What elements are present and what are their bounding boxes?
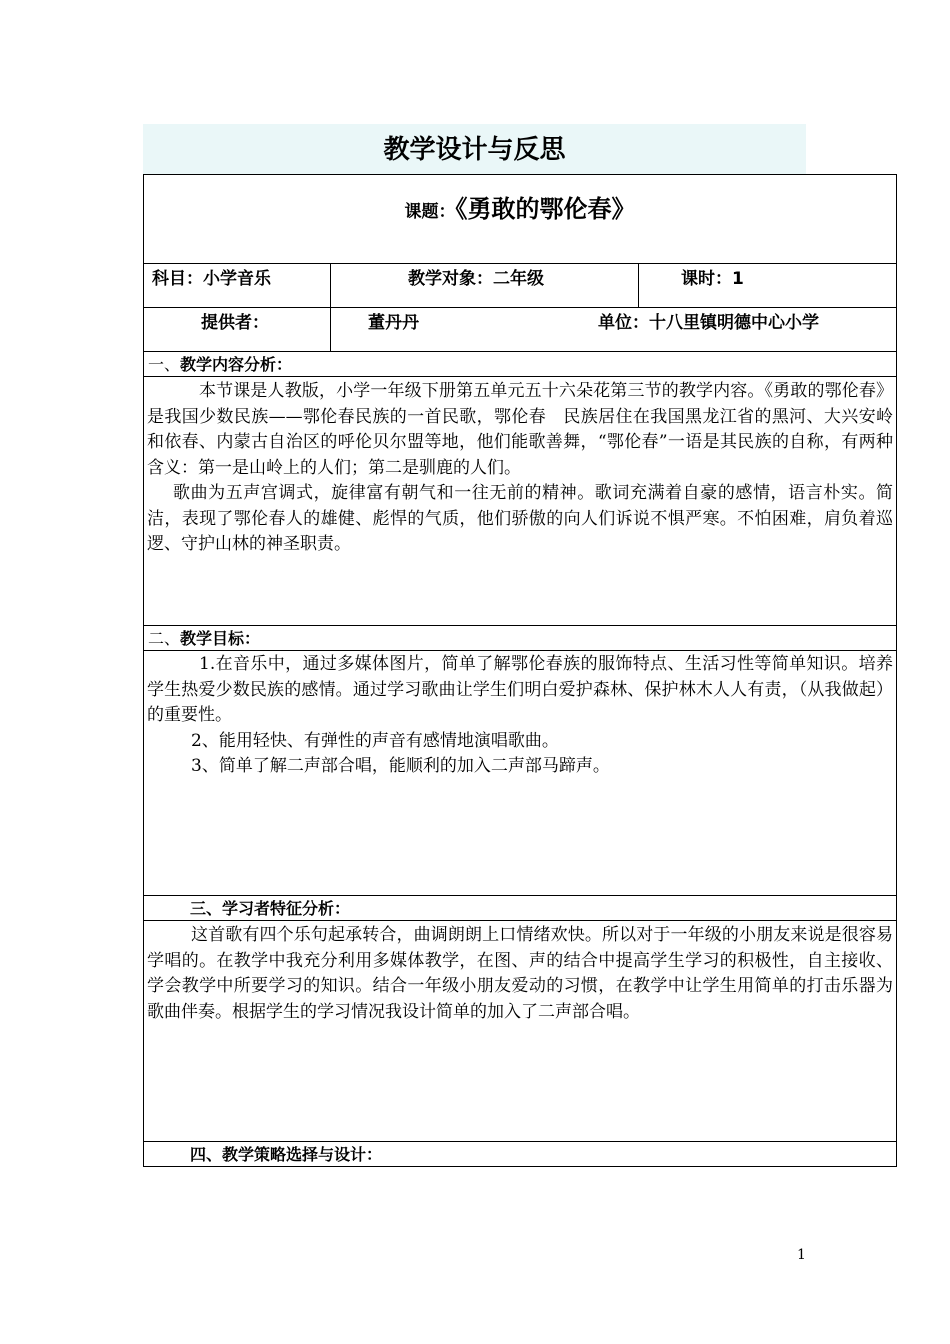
section-1-prefix: 一、 (148, 355, 181, 374)
provider-label-cell: 提供者： (144, 308, 331, 352)
page-number: 1 (797, 1247, 806, 1263)
topic-value: 《勇敢的鄂伦春》 (455, 195, 636, 223)
hours-cell: 课时：1 (639, 264, 897, 308)
section-1-body (144, 377, 897, 626)
section-1-title: 教学内容分析： (180, 355, 293, 374)
topic-label: 课题： (404, 202, 456, 222)
unit-name: 单位：十八里镇明德中心小学 (598, 313, 819, 333)
section-1-paragraph: 歌曲为五声宫调式，旋律富有朝气和一往无前的精神。歌词充满着自豪的感情，语言朴实。简洁，表现了鄂伦春人的雄健、彪悍的气质，他们骄傲的向人们诉说不惧严寒。不怕困难，肩负着巡逻、守护山林的神圣职责。 (147, 483, 894, 554)
section-2-body (144, 651, 897, 896)
section-4-title: 四、教学策略选择与设计： (190, 1145, 383, 1164)
section-3-paragraph: 这首歌有四个乐句起承转合，曲调朗朗上口情绪欢快。所以对于一年级的小朋友来说是很容易学唱的。在教学中我充分利用多媒体教学，在图、声的结合中提高学生学习的积极性，自主接收、学会教学中所要学习的知识。结合一年级小朋友爱动的习惯，在教学中让学生用简单的打击乐器为歌曲伴奏。根据学生的学习情况我设计简单的加入了二声部合唱。 (147, 925, 894, 1022)
subject-cell: 科目：小学音乐 (144, 264, 331, 308)
section-2-heading (144, 626, 897, 651)
document-title: 教学设计与反思 (143, 124, 806, 174)
section-4-heading (144, 1142, 897, 1167)
section-2-paragraph: 2、能用轻快、有弹性的声音有感情地演唱歌曲。 (191, 730, 559, 751)
section-2-paragraph: 1.在音乐中，通过多媒体图片，简单了解鄂伦春族的服饰特点、生活习性等简单知识。培养学生热爱少数民族的感情。通过学习歌曲让学生们明白爱护森林、保护林木人人有责，（从我做起）的重要性。 (147, 654, 894, 725)
topic-line (405, 189, 636, 224)
provider-unit-cell (331, 308, 897, 352)
section-2-prefix: 二、 (148, 629, 181, 648)
lesson-plan-table (143, 174, 897, 1167)
topic-cell (144, 175, 897, 264)
section-3-heading (144, 896, 897, 921)
section-1-paragraph: 本节课是人教版，小学一年级下册第五单元五十六朵花第三节的教学内容。《勇敢的鄂伦春》是我国少数民族——鄂伦春民族的一首民歌，鄂伦春 民族居住在我国黑龙江省的黑河、大兴安岭和依春、内蒙古自治区的呼伦贝尔盟等地，他们能歌善舞，“鄂伦春”一语是其民族的自称，有两种含义：第一是山岭上的人们；第二是驯鹿的人们。 (147, 381, 894, 478)
section-1-heading (144, 352, 897, 377)
section-3-title: 三、学习者特征分析： (190, 899, 351, 918)
section-2-title: 教学目标： (180, 629, 261, 648)
target-cell: 教学对象：二年级 (331, 264, 639, 308)
section-2-paragraph: 3、简单了解二声部合唱，能顺利的加入二声部马蹄声。 (191, 756, 610, 776)
section-3-body (144, 921, 897, 1142)
provider-name: 董丹丹 (368, 313, 419, 333)
